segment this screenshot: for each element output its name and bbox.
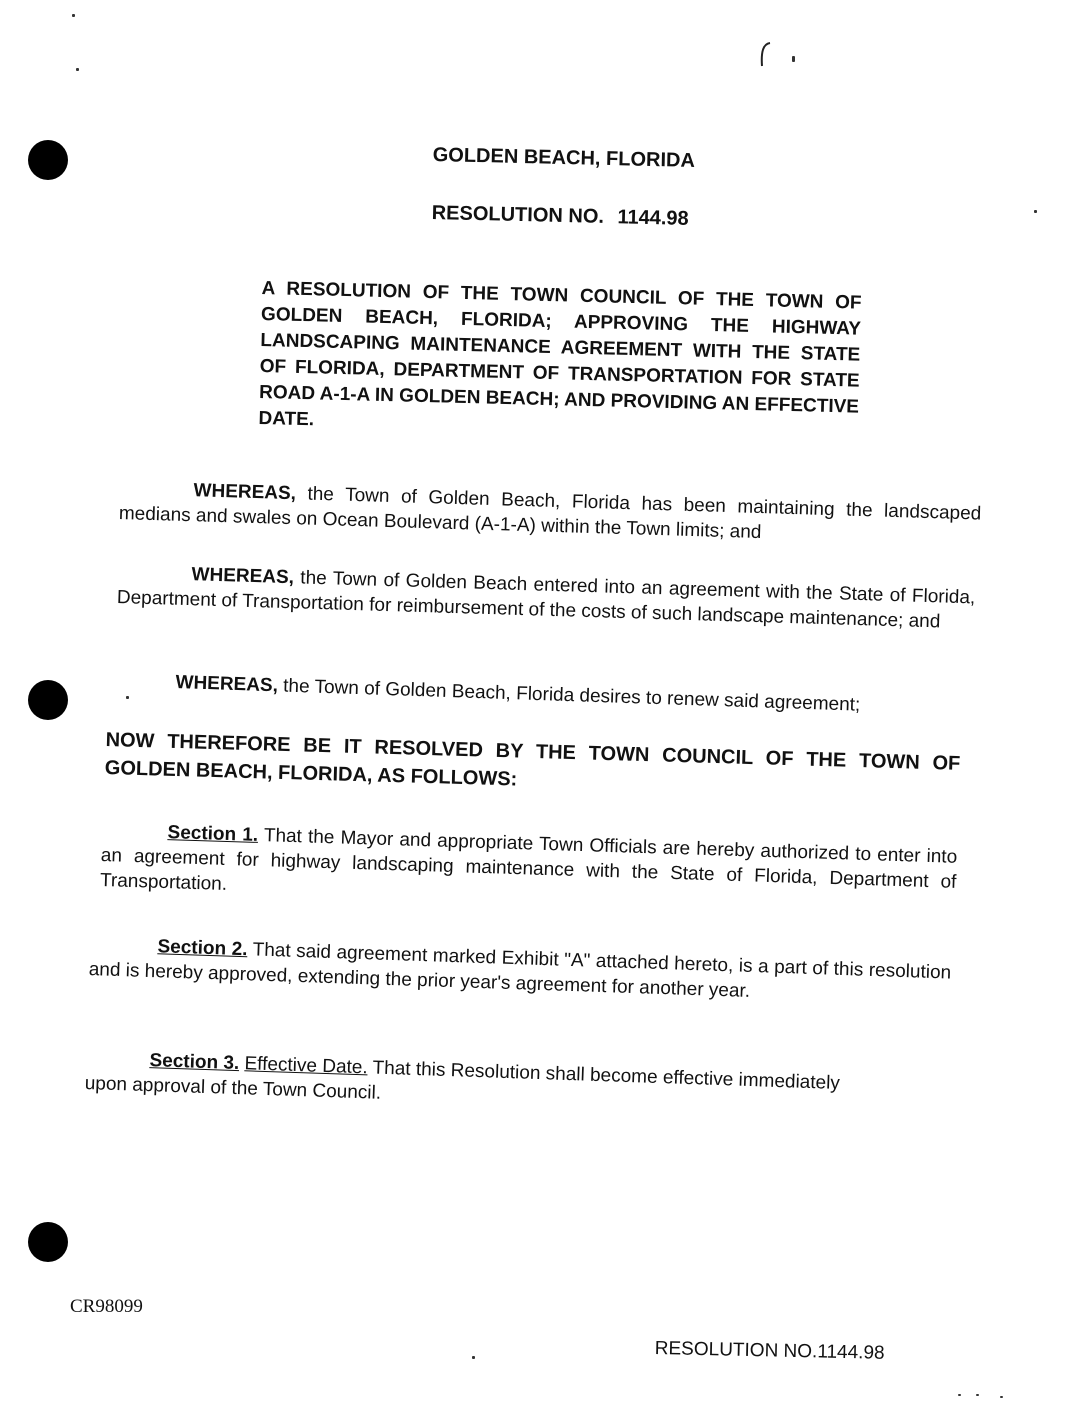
section-text: That this Resolution shall become effective immediately upon approval of the Town Council.	[84, 1057, 841, 1104]
whereas-lead: WHEREAS,	[191, 564, 295, 589]
scan-speck	[958, 1394, 961, 1396]
section-label: Section 3.	[149, 1050, 240, 1075]
pen-mark	[756, 40, 774, 70]
section-1	[100, 818, 958, 920]
section-text: That the Mayor and appropriate Town Officials are hereby authorized to enter into an agreement for highway landscaping maintenance with the State of Florida, Department of Transportation.	[99, 824, 958, 895]
whereas-text: the Town of Golden Beach entered into an agreement with the State of Florida, Department of Transportation for reimbursement of the costs of such landscape maintenance; and	[116, 567, 976, 633]
scan-speck	[792, 56, 795, 62]
whereas-clause-2	[117, 560, 976, 635]
scan-speck	[72, 14, 75, 17]
scan-speck	[976, 1394, 979, 1396]
section-text: That said agreement marked Exhibit "A" attached hereto, is a part of this resolution and is hereby approved, extending the prior year's agreement for another year.	[88, 939, 952, 1002]
resolution-label: RESOLUTION NO.	[431, 202, 605, 228]
whereas-clause-3	[175, 670, 965, 721]
section-subtitle: Effective Date.	[244, 1053, 369, 1079]
whereas-text: the Town of Golden Beach, Florida has been maintaining the landscaped medians and swales on Ocean Boulevard (A-1-A) within the Town limits; and	[118, 483, 982, 544]
resolution-heading	[431, 202, 688, 231]
whereas-text: the Town of Golden Beach, Florida desires to renew said agreement;	[277, 675, 861, 716]
resolution-number: 1144.98	[617, 206, 689, 230]
resolved-clause: NOW THEREFORE BE IT RESOLVED BY THE TOWN COUNCIL OF THE TOWN OF GOLDEN BEACH, FLORIDA, AS FOLLOWS:	[104, 728, 961, 791]
scan-speck	[1034, 210, 1037, 213]
scan-speck	[76, 68, 79, 71]
punch-hole-top	[28, 140, 68, 180]
scan-speck	[126, 696, 129, 699]
section-3	[84, 1046, 845, 1121]
section-2	[88, 932, 951, 1011]
whereas-lead: WHEREAS,	[175, 671, 279, 697]
file-code: CR98099	[70, 1296, 143, 1317]
whereas-lead: WHEREAS,	[193, 480, 297, 505]
resolution-title: A RESOLUTION OF THE TOWN COUNCIL OF THE TOWN OF GOLDEN BEACH, FLORIDA; APPROVING THE HIGHWAY LANDSCAPING MAINTENANCE AGREEMENT WITH THE STATE OF FLORIDA, DEPARTMENT OF TRANSPORTATION FOR STATE ROAD A-1-A IN GOLDEN BEACH; AND PROVIDING AN EFFECTIVE DATE.	[258, 277, 862, 431]
scan-speck	[1000, 1396, 1003, 1398]
scan-speck	[472, 1356, 475, 1359]
section-label: Section 1.	[167, 822, 259, 846]
footer-resolution-number: RESOLUTION NO.1144.98	[654, 1338, 885, 1364]
punch-hole-bottom	[28, 1222, 68, 1262]
whereas-clause-1	[119, 476, 982, 552]
city-heading: GOLDEN BEACH, FLORIDA	[432, 144, 696, 172]
punch-hole-middle	[28, 680, 68, 720]
section-label: Section 2.	[157, 936, 248, 961]
